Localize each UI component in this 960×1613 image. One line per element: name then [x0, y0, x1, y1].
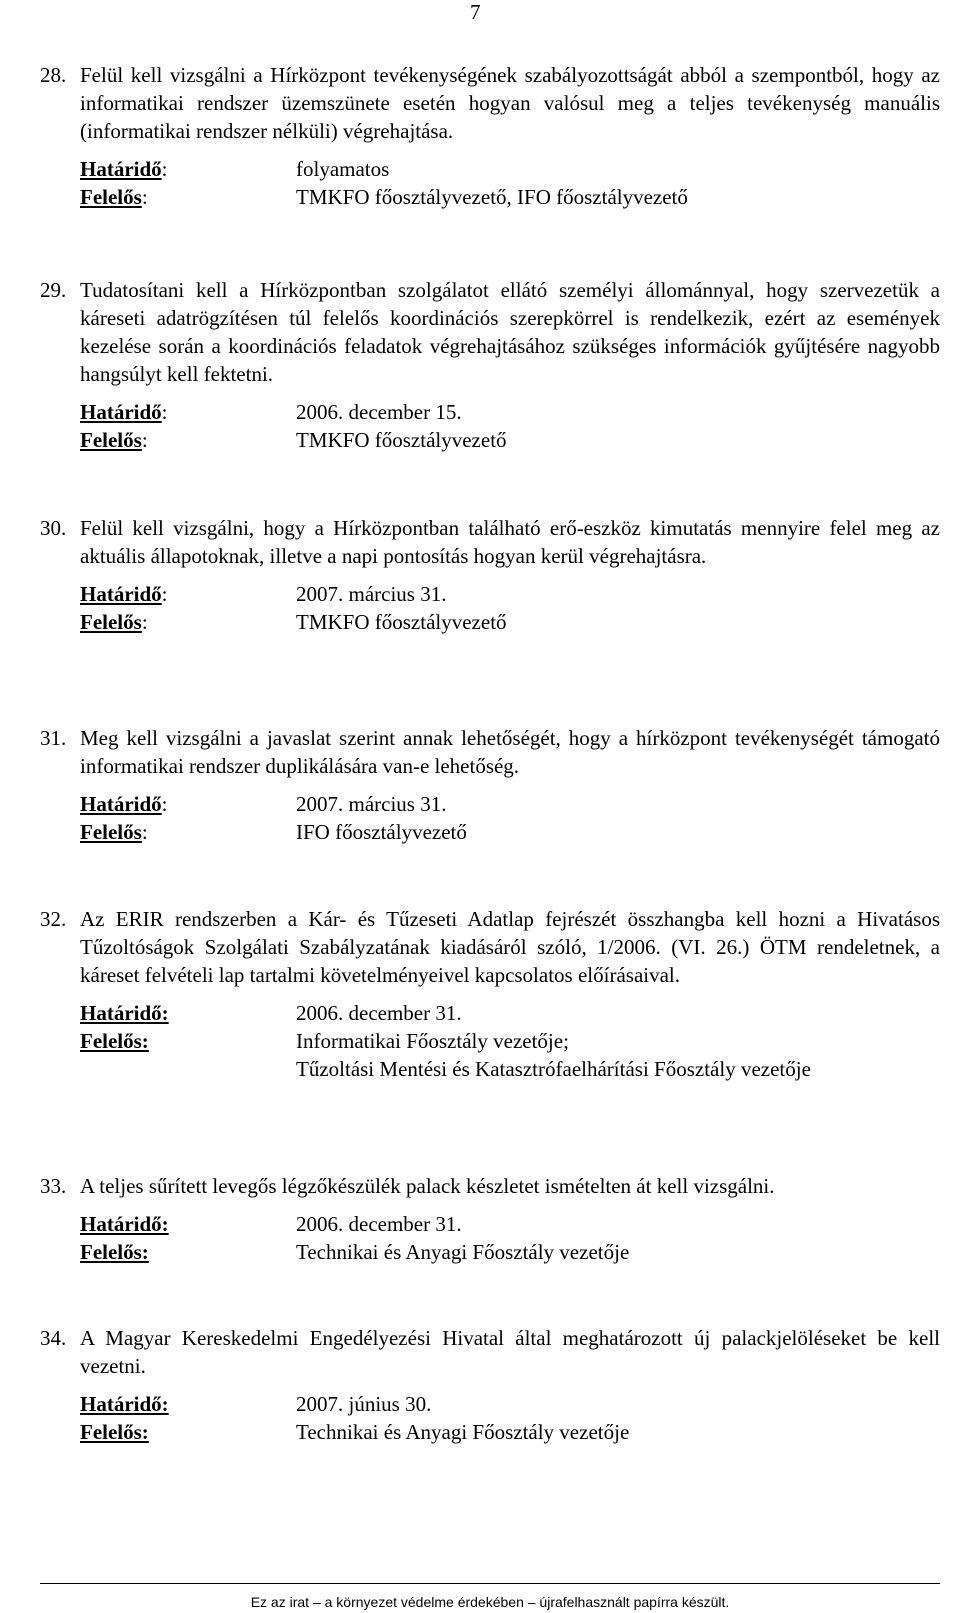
item-meta: [40, 398, 940, 454]
page-number: 7: [470, 0, 481, 24]
deadline-label: Határidő:: [80, 400, 168, 424]
list-item: [40, 61, 940, 211]
deadline-label: Határidő:: [80, 1212, 169, 1236]
responsible-value: TMKFO főosztályvezető: [296, 428, 507, 452]
item-body: A Magyar Kereskedelmi Engedélyezési Hivatal által meghatározott új palackjelöléseket be kell vezetni.: [80, 1326, 940, 1378]
item-body: Az ERIR rendszerben a Kár- és Tűzeseti Adatlap fejrészét összhangba kell hozni a Hivatásos Tűzoltóságok Szolgálati Szabályzatának kiadásáról szóló, 1/2006. (VI. 26.) ÖTM rendeletnek, a káreset felvételi lap tartalmi követelményeivel kapcsolatos előírásaival.: [80, 907, 940, 987]
item-text: [40, 61, 940, 145]
deadline-value: 2006. december 31.: [296, 1212, 462, 1236]
item-number: 31.: [40, 726, 67, 750]
list-item: [40, 514, 940, 636]
deadline-value: 2006. december 31.: [296, 1001, 462, 1025]
item-text: [40, 1172, 940, 1200]
list-item: [40, 276, 940, 454]
item-body: Tudatosítani kell a Hírközpontban szolgálatot ellátó személyi állománnyal, hogy szervezetük a káreseti adatrögzítésen túl felelős koordinációs szerepkörrel is rendelkezik, ezért az események kezelése során a koordinációs feladatok végrehajtásához szükséges információk gyűjtésére nagyobb hangsúlyt kell fektetni.: [80, 278, 940, 386]
item-text: [40, 276, 940, 388]
responsible-value: TMKFO főosztályvezető, IFO főosztályvezető: [296, 185, 688, 209]
item-number: 34.: [40, 1326, 67, 1350]
deadline-label: Határidő:: [80, 1392, 169, 1416]
responsible-label: Felelős:: [80, 185, 148, 209]
item-text: [40, 514, 940, 570]
responsible-value: Informatikai Főosztály vezetője;: [296, 1029, 569, 1053]
deadline-label: Határidő:: [80, 1001, 169, 1025]
deadline-value: 2007. március 31.: [296, 792, 447, 816]
deadline-value: 2007. június 30.: [296, 1392, 432, 1416]
item-meta: [40, 999, 940, 1083]
item-meta: [40, 155, 940, 211]
item-number: 30.: [40, 516, 67, 540]
deadline-value: folyamatos: [296, 157, 390, 181]
item-number: 29.: [40, 278, 67, 302]
responsible-value: Technikai és Anyagi Főosztály vezetője: [296, 1240, 630, 1264]
responsible-label: Felelős:: [80, 1029, 149, 1053]
responsible-value: TMKFO főosztályvezető: [296, 610, 507, 634]
deadline-value: 2007. március 31.: [296, 582, 447, 606]
responsible-value: Tűzoltási Mentési és Katasztrófaelhárítási Főosztály vezetője: [296, 1057, 811, 1081]
responsible-label: Felelős:: [80, 820, 148, 844]
item-number: 33.: [40, 1174, 67, 1198]
item-meta: [40, 790, 940, 846]
item-text: [40, 724, 940, 780]
item-body: Felül kell vizsgálni a Hírközpont tevékenységének szabályozottságát abból a szempontból, hogy az informatikai rendszer üzemszünete esetén hogyan valósul meg a teljes tevékenység manuális (informatikai rendszer nélküli) végrehajtása.: [80, 63, 940, 143]
responsible-value: IFO főosztályvezető: [296, 820, 467, 844]
list-item: [40, 724, 940, 846]
responsible-value: Technikai és Anyagi Főosztály vezetője: [296, 1420, 630, 1444]
responsible-label: Felelős:: [80, 1240, 149, 1264]
item-text: [40, 905, 940, 989]
item-meta: [40, 1210, 940, 1266]
responsible-label: Felelős:: [80, 428, 148, 452]
list-item: [40, 1324, 940, 1446]
deadline-label: Határidő:: [80, 157, 168, 181]
item-number: 28.: [40, 63, 67, 87]
responsible-label: Felelős:: [80, 610, 148, 634]
deadline-label: Határidő:: [80, 582, 168, 606]
item-meta: [40, 1390, 940, 1446]
item-meta: [40, 580, 940, 636]
list-item: [40, 1172, 940, 1266]
item-body: Meg kell vizsgálni a javaslat szerint annak lehetőségét, hogy a hírközpont tevékenységét támogató informatikai rendszer duplikálására van-e lehetőség.: [80, 726, 940, 778]
item-text: [40, 1324, 940, 1380]
item-body: Felül kell vizsgálni, hogy a Hírközpontban található erő-eszköz kimutatás mennyire felel meg az aktuális állapotoknak, illetve a napi pontosítás hogyan kerül végrehajtásra.: [80, 516, 940, 568]
item-body: A teljes sűrített levegős légzőkészülék palack készletet ismételten át kell vizsgálni.: [80, 1174, 775, 1198]
page-footer: Ez az irat – a környezet védelme érdekében – újrafelhasznált papírra készült.: [40, 1583, 940, 1610]
deadline-value: 2006. december 15.: [296, 400, 462, 424]
list-item: [40, 905, 940, 1083]
responsible-label: Felelős:: [80, 1420, 149, 1444]
deadline-label: Határidő:: [80, 792, 168, 816]
item-number: 32.: [40, 907, 67, 931]
